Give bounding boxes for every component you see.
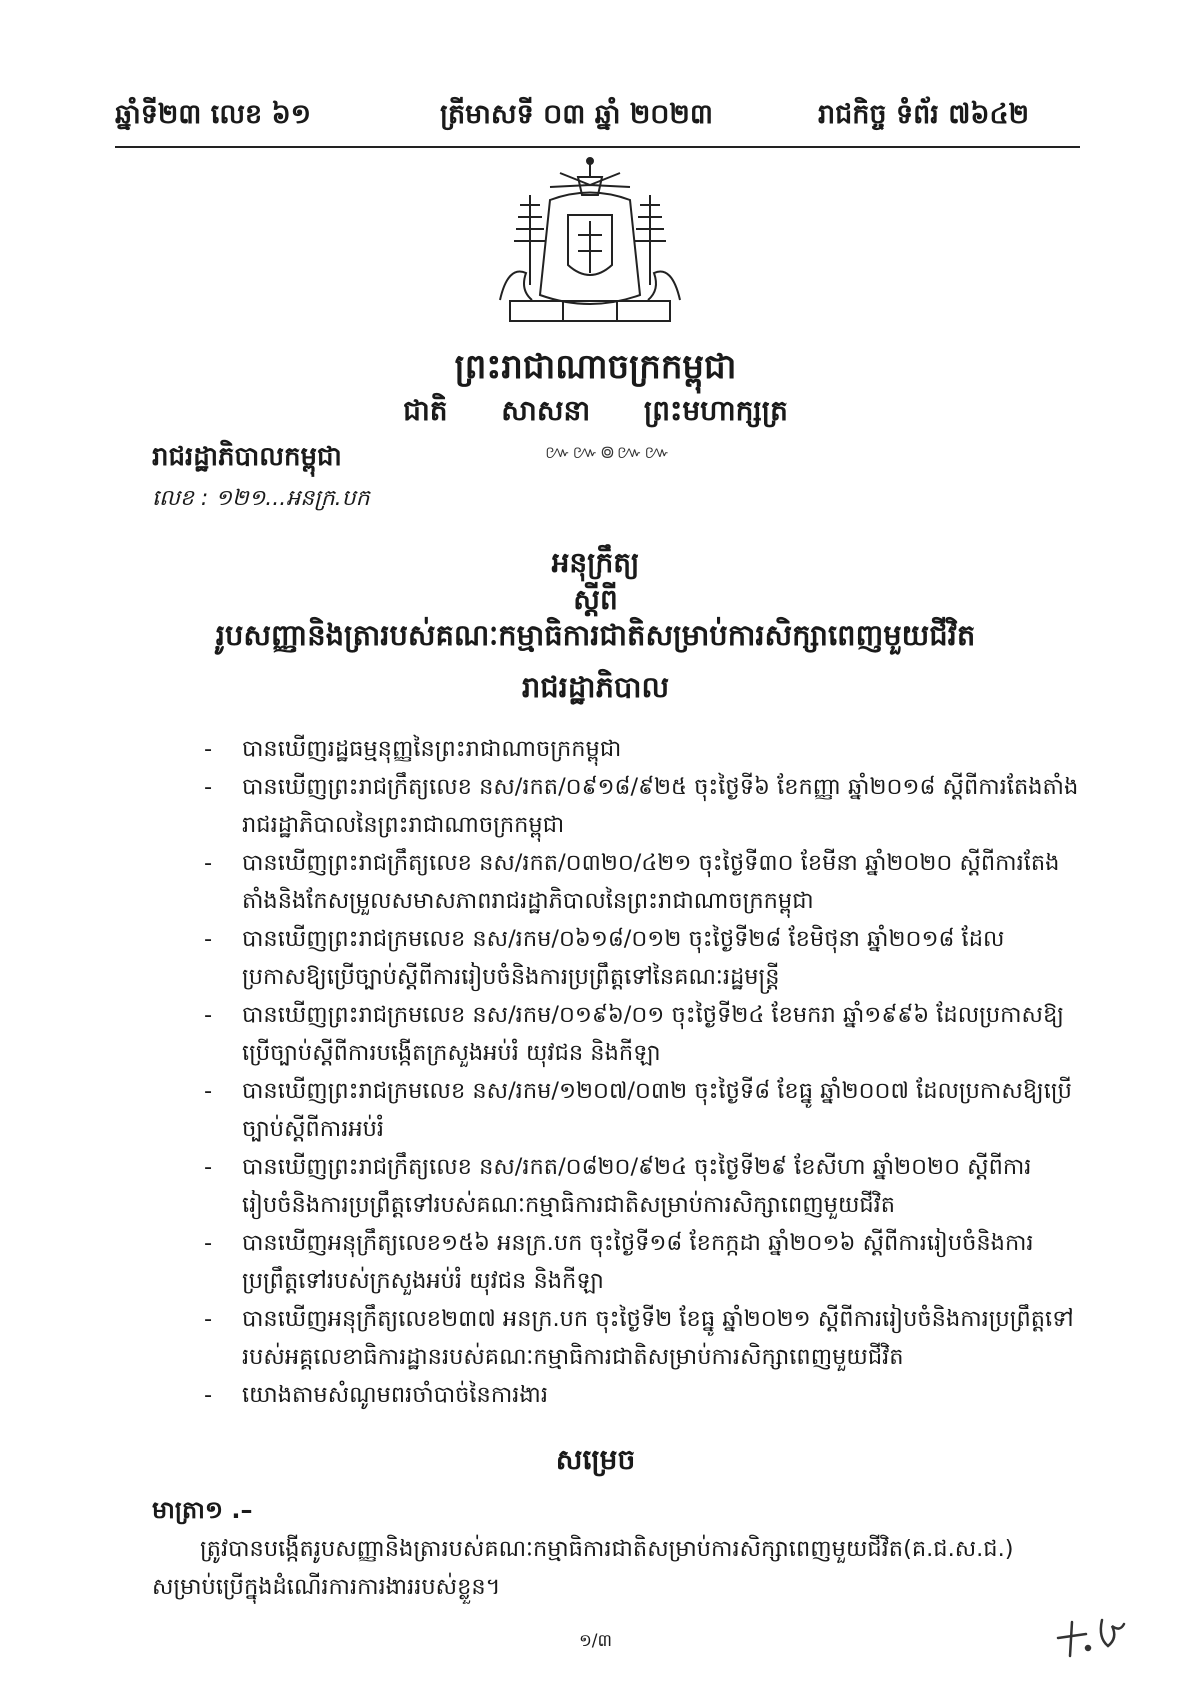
kingdom-name: ព្រះរាជាណាចក្រកម្ពុជា (454, 347, 737, 387)
preamble-clause: - បានឃើញរដ្ឋធម្មនុញ្ញនៃព្រះរាជាណាចក្រកម្ពុជា (204, 736, 622, 762)
preamble-clause: - បានឃើញអនុក្រឹត្យលេខ១៥៦ អនក្រ.បក ចុះថ្ងៃទី១៨ ខែកក្កដា ឆ្នាំ២០១៦ ស្តីពីការរៀបចំនិងការប្រព្រឹត្តទៅរបស់ក្រសួងអប់រំ យុវជន និងកីឡា (204, 1230, 1034, 1294)
initials-signature-icon (1050, 1612, 1130, 1662)
motto-religion: សាសនា (501, 394, 591, 427)
article-text: ត្រូវបានបង្កើតរូបសញ្ញានិងត្រារបស់គណៈកម្មាធិការជាតិសម្រាប់ការសិក្សាពេញមួយជីវិត(គ.ជ.ស.ជ.) សម្រាប់ប្រើក្នុងដំណើរការការងាររបស់ខ្លួន។ (152, 1536, 1014, 1600)
gazette-year-issue: ឆ្នាំទី២៣ លេខ ៦១ (115, 99, 312, 130)
preamble-clause: - បានឃើញអនុក្រឹត្យលេខ២៣៧ អនក្រ.បក ចុះថ្ងៃទី២ ខែធ្នូ ឆ្នាំ២០២១ ស្តីពីការរៀបចំនិងការប្រព្រឹត្តទៅរបស់អគ្គលេខាធិការដ្ឋានរបស់គណៈកម្មាធិការជាតិសម្រាប់ការសិក្សាពេញមួយជីវិត (204, 1306, 1074, 1370)
preamble-clause: - បានឃើញព្រះរាជក្រឹត្យលេខ នស/រកត/០៣២០/៤២១ ចុះថ្ងៃទី៣០ ខែមីនា ឆ្នាំ២០២០ ស្តីពីការតែងតាំងនិងកែសម្រួលសមាសភាពរាជរដ្ឋាភិបាលនៃព្រះរាជាណាចក្រកម្ពុជា (204, 850, 1060, 914)
article-heading: មាត្រា១ .– (152, 1496, 253, 1524)
issuing-government: រាជរដ្ឋាភិបាលកម្ពុជា (152, 442, 342, 472)
royal-emblem-icon (490, 155, 690, 333)
issuer-heading: រាជរដ្ឋាភិបាល (521, 670, 670, 704)
preamble-clause: - បានឃើញព្រះរាជក្រមលេខ នស/រកម/០១៩៦/០១ ចុះថ្ងៃទី២៤ ខែមករា ឆ្នាំ១៩៩៦ ដែលប្រកាសឱ្យប្រើច្បាប់ស្តីពីការបង្កើតក្រសួងអប់រំ យុវជន និងកីឡា (204, 1002, 1064, 1066)
preamble-clause: - បានឃើញព្រះរាជក្រឹត្យលេខ នស/រកត/០៨២០/៩២៤ ចុះថ្ងៃទី២៩ ខែសីហា ឆ្នាំ២០២០ ស្តីពីការរៀបចំនិងការប្រព្រឹត្តទៅរបស់គណៈកម្មាធិការជាតិសម្រាប់ការសិក្សាពេញមួយជីវិត (204, 1154, 1032, 1218)
motto-nation: ជាតិ (403, 394, 448, 427)
decision-heading: សម្រេច (555, 1443, 636, 1476)
preamble-clause: - បានឃើញព្រះរាជក្រមលេខ នស/រកម/១២០៧/០៣២ ចុះថ្ងៃទី៨ ខែធ្នូ ឆ្នាំ២០០៧ ដែលប្រកាសឱ្យប្រើច្បាប់ស្តីពីការអប់រំ (204, 1078, 1072, 1142)
title-about: ស្តីពី (573, 583, 618, 616)
preamble-clause: - បានឃើញព្រះរាជក្រឹត្យលេខ នស/រកត/០៩១៨/៩២៥ ចុះថ្ងៃទី៦ ខែកញ្ញា ឆ្នាំ២០១៨ ស្តីពីការតែងតាំងរាជរដ្ឋាភិបាលនៃព្រះរាជាណាចក្រកម្ពុជា (204, 774, 1079, 838)
gazette-page: រាជកិច្ច ទំព័រ ៧៦៤២ (818, 99, 1030, 130)
document-subject: រូបសញ្ញានិងត្រារបស់គណៈកម្មាធិការជាតិសម្រាប់ការសិក្សាពេញមួយជីវិត (215, 618, 976, 652)
header-rule (115, 146, 1080, 148)
preamble-clause: - យោងតាមសំណូមពរចាំបាច់នៃការងារ (204, 1382, 548, 1408)
preamble-list (200, 730, 1080, 1414)
reference-number: លេខ : ១២១...អនក្រ.បក (152, 486, 370, 511)
motto-king: ព្រះមហាក្សត្រ (643, 394, 788, 427)
gazette-quarter: ត្រីមាសទី ០៣ ឆ្នាំ ២០២៣ (440, 99, 713, 130)
national-motto (0, 393, 1191, 434)
ornament-divider: ៚៚៙៚៚ (545, 442, 672, 463)
preamble-clause: - បានឃើញព្រះរាជក្រមលេខ នស/រកម/០៦១៨/០១២ ចុះថ្ងៃទី២៨ ខែមិថុនា ឆ្នាំ២០១៨ ដែលប្រកាសឱ្យប្រើច្បាប់ស្តីពីការរៀបចំនិងការប្រព្រឹត្តទៅនៃគណៈរដ្ឋមន្ត្រី (204, 926, 1005, 990)
page-number: ១/៣ (578, 1631, 613, 1651)
document-type: អនុក្រឹត្យ (551, 546, 640, 579)
